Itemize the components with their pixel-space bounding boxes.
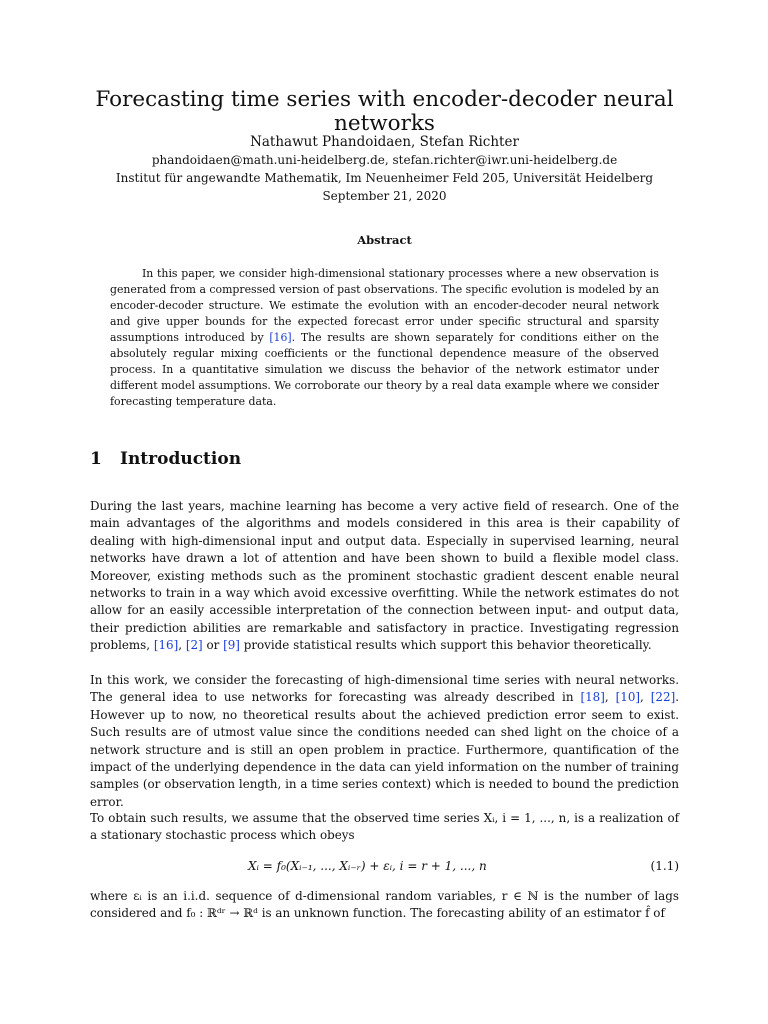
- paragraph-text: ,: [178, 638, 186, 653]
- author-list: Nathawut Phandoidaen, Stefan Richter: [250, 134, 519, 150]
- author-emails: phandoidaen@math.uni-heidelberg.de, stefan.richter@iwr.uni-heidelberg.de: [151, 153, 618, 167]
- section-number: 1: [90, 449, 102, 469]
- citation-link[interactable]: [16]: [269, 331, 292, 344]
- paragraph-text: In this work, we consider the forecasting of high-dimensional time series with neural networks. The general idea to use networks for forecasting was already described in: [90, 673, 679, 705]
- section-heading: [90, 448, 679, 470]
- intro-paragraph-1: [90, 498, 679, 655]
- citation-link[interactable]: [22]: [650, 690, 676, 705]
- abstract-text-part: In this paper, we consider high-dimensional stationary processes where a new observation is generated from a compressed version of past observations. The specific evolution is modeled by an encoder-decoder structure. We estimate the evolution with an encoder-decoder neural network and give upper bounds for the expected forecast error under specific structural and sparsity assumptions introduced by: [110, 267, 659, 344]
- citation-link[interactable]: [9]: [223, 638, 240, 653]
- equation-expression: Xᵢ = f₀(Xᵢ₋₁, ..., Xᵢ₋ᵣ) + εᵢ, i = r + 1, ..., n: [248, 859, 487, 873]
- citation-link[interactable]: [18]: [580, 690, 605, 705]
- citation-link[interactable]: [16]: [153, 638, 179, 653]
- paragraph-text: During the last years, machine learning has become a very active field of research. One of the main advantages of the algorithms and models considered in this area is their capability of dealing with high-dimensional input and output data. Especially in supervised learning, neural networks have drawn a lot of attention and have been shown to build a flexible model class. Moreover, existing methods such as the prominent stochastic gradient descent enable neural networks to train in a way which avoid excessive overfitting. While the network estimates do not allow for an easily accessible interpretation of the connection between input- and output data, their prediction abilities are remarkable and satisfactory in practice. Investigating regression problems,: [90, 499, 679, 653]
- paragraph-text: ,: [604, 690, 616, 705]
- section-title: Introduction: [120, 449, 242, 469]
- institution: Institut für angewandte Mathematik, Im Neuenheimer Feld 205, Universität Heidelberg: [115, 171, 654, 185]
- abstract-text: [110, 266, 659, 410]
- abstract-heading: Abstract: [357, 233, 412, 247]
- citation-link[interactable]: [10]: [615, 690, 641, 705]
- paragraph-text: ,: [640, 690, 651, 705]
- citation-link[interactable]: [2]: [185, 638, 203, 653]
- intro-paragraph-3: To obtain such results, we assume that the observed time series Xᵢ, i = 1, ..., n, is a realization of a stationary stochastic process which obeys: [90, 811, 679, 843]
- equation-1-1: [90, 856, 679, 876]
- abstract-text-part: . The results are shown separately for conditions either on the absolutely regular mixing coefficients or the functional dependence measure of the observed process. In a quantitative simulation we discuss the behavior of the network estimator under different model assumptions. We corroborate our theory by a real data example where we consider forecasting temperature data.: [110, 331, 659, 408]
- paragraph-text: . However up to now, no theoretical results about the achieved prediction error seem to exist. Such results are of utmost value since the conditions needed can shed light on the choice of a network structure and is still an open problem in practice. Furthermore, quantification of the impact of the underlying dependence in the data can yield information on the number of training samples (or observation length, in a time series context) which is needed to bound the prediction error.: [90, 690, 679, 809]
- equation-label: (1.1): [650, 859, 679, 873]
- paragraph-text: or: [202, 638, 224, 653]
- intro-paragraph-2: [90, 672, 679, 811]
- paper-title: Forecasting time series with encoder-decoder neural networks: [95, 87, 674, 136]
- intro-paragraph-4: where εᵢ is an i.i.d. sequence of d-dimensional random variables, r ∈ ℕ is the number of lags considered and f₀ : ℝᵈʳ → ℝᵈ is an unknown function. The forecasting ability of an estimator f̂ of: [90, 889, 679, 921]
- paper-date: September 21, 2020: [322, 189, 447, 203]
- paragraph-text: provide statistical results which support this behavior theoretically.: [239, 638, 652, 653]
